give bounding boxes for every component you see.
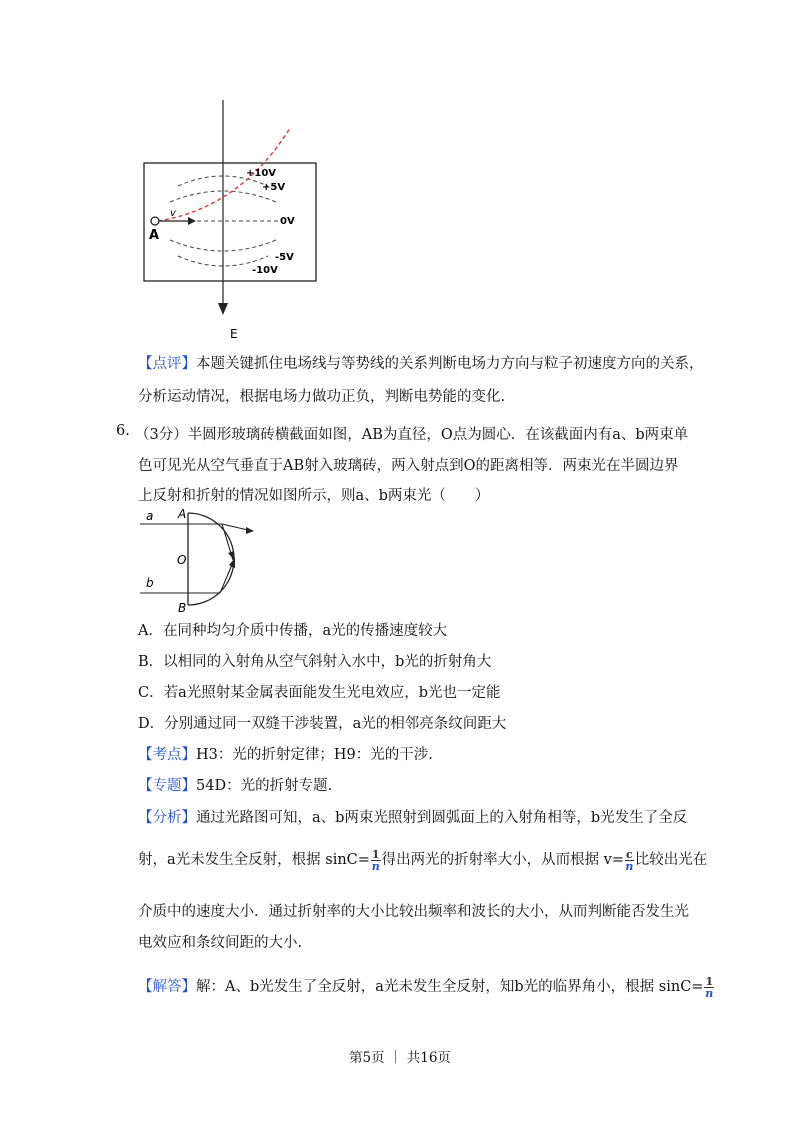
- comment-line2: 分析运动情况，根据电场力做功正负，判断电势能的变化.: [138, 389, 506, 405]
- answer-line: [138, 975, 715, 999]
- label-ray-a: a: [146, 509, 154, 523]
- fraction-numerator: 1: [371, 847, 380, 861]
- zhuanti-tag: 【专题】: [138, 778, 196, 794]
- question-line2: 色可见光从空气垂直于AB射入玻璃砖，两入射点到O的距离相等．两束光在半圆边界: [138, 458, 679, 474]
- question-line3: 上反射和折射的情况如图所示，则a、b两束光（ ）: [138, 488, 490, 504]
- label-plus10: +10V: [246, 168, 277, 179]
- label-minus10: -10V: [252, 265, 278, 276]
- label-point-b: B: [178, 601, 187, 615]
- analysis-text2-post: 比较出光在: [634, 852, 708, 868]
- fraction-c-over-n: [625, 849, 634, 872]
- fraction-numerator: 1: [705, 974, 714, 988]
- comment-text1: 本题关键抓住电场线与等势线的关系判断电场力方向与粒子初速度方向的关系，: [196, 356, 704, 372]
- analysis-line3: 介质中的速度大小．通过折射率的大小比较出频率和波长的大小，从而判断能否发生光: [138, 904, 689, 920]
- ray-a-arrow: [246, 527, 254, 534]
- analysis-line1: [138, 806, 687, 827]
- fraction-1-over-n: [371, 849, 381, 872]
- semicircle-arc: [188, 513, 234, 605]
- option-d: D．分别通过同一双缝干涉装置，a光的相邻亮条纹间距大: [138, 716, 507, 732]
- fraction-denominator: n: [705, 986, 714, 1000]
- analysis-line2: [138, 848, 707, 872]
- label-plus5: +5V: [262, 182, 286, 193]
- answer-tag: 【解答】: [138, 979, 196, 995]
- kaodian-text: H3：光的折射定律；H9：光的干涉.: [196, 747, 433, 763]
- label-e: E: [230, 327, 238, 341]
- velocity-arrowhead: [188, 217, 196, 225]
- analysis-line4: 电效应和条纹间距的大小.: [138, 935, 303, 951]
- analysis-tag: 【分析】: [138, 810, 196, 826]
- semicircle-glass-figure: [140, 505, 285, 615]
- fraction-1-over-n: [704, 976, 714, 999]
- label-zero: 0V: [280, 216, 295, 227]
- label-ray-b: b: [146, 576, 154, 590]
- zhuanti-text: 54D：光的折射专题.: [196, 778, 333, 794]
- comment-tag: 【点评】: [138, 356, 196, 372]
- option-a: A．在同种均匀介质中传播，a光的传播速度较大: [138, 623, 448, 639]
- analysis-text2-mid: 得出两光的折射率大小，从而根据 v=: [381, 852, 625, 868]
- page-footer: 第5页 ｜ 共16页: [349, 1050, 451, 1066]
- comment-line1: [138, 352, 704, 373]
- equipotential-figure: [130, 100, 320, 345]
- label-v: v: [170, 208, 176, 219]
- analysis-text1: 通过光路图可知，a、b两束光照射到圆弧面上的入射角相等，b光发生了全反: [196, 810, 688, 826]
- label-point-a: A: [178, 507, 187, 521]
- option-b: B．以相同的入射角从空气斜射入水中，b光的折射角大: [138, 654, 492, 670]
- field-arrowhead: [218, 303, 228, 315]
- answer-text: 解：A、b光发生了全反射，a光未发生全反射，知b光的临界角小，根据 sinC=: [196, 979, 704, 995]
- label-point-o: O: [177, 553, 187, 567]
- particle-a: [151, 217, 159, 225]
- analysis-text2-pre: 射，a光未发生全反射，根据 sinC=: [138, 852, 370, 868]
- label-minus5: -5V: [275, 252, 294, 263]
- fraction-denominator: n: [625, 859, 634, 873]
- fraction-denominator: n: [371, 859, 380, 873]
- label-a: A: [149, 228, 160, 243]
- option-c: C．若a光照射某金属表面能发生光电效应，b光也一定能: [138, 685, 501, 701]
- question-line1: （3分）半圆形玻璃砖横截面如图，AB为直径，O点为圆心．在该截面内有a、b两束单: [135, 427, 689, 443]
- kaodian-line: [138, 743, 433, 764]
- question-number: 6.: [116, 423, 130, 439]
- fraction-numerator: c: [626, 847, 633, 861]
- zhuanti-line: [138, 774, 332, 795]
- kaodian-tag: 【考点】: [138, 747, 196, 763]
